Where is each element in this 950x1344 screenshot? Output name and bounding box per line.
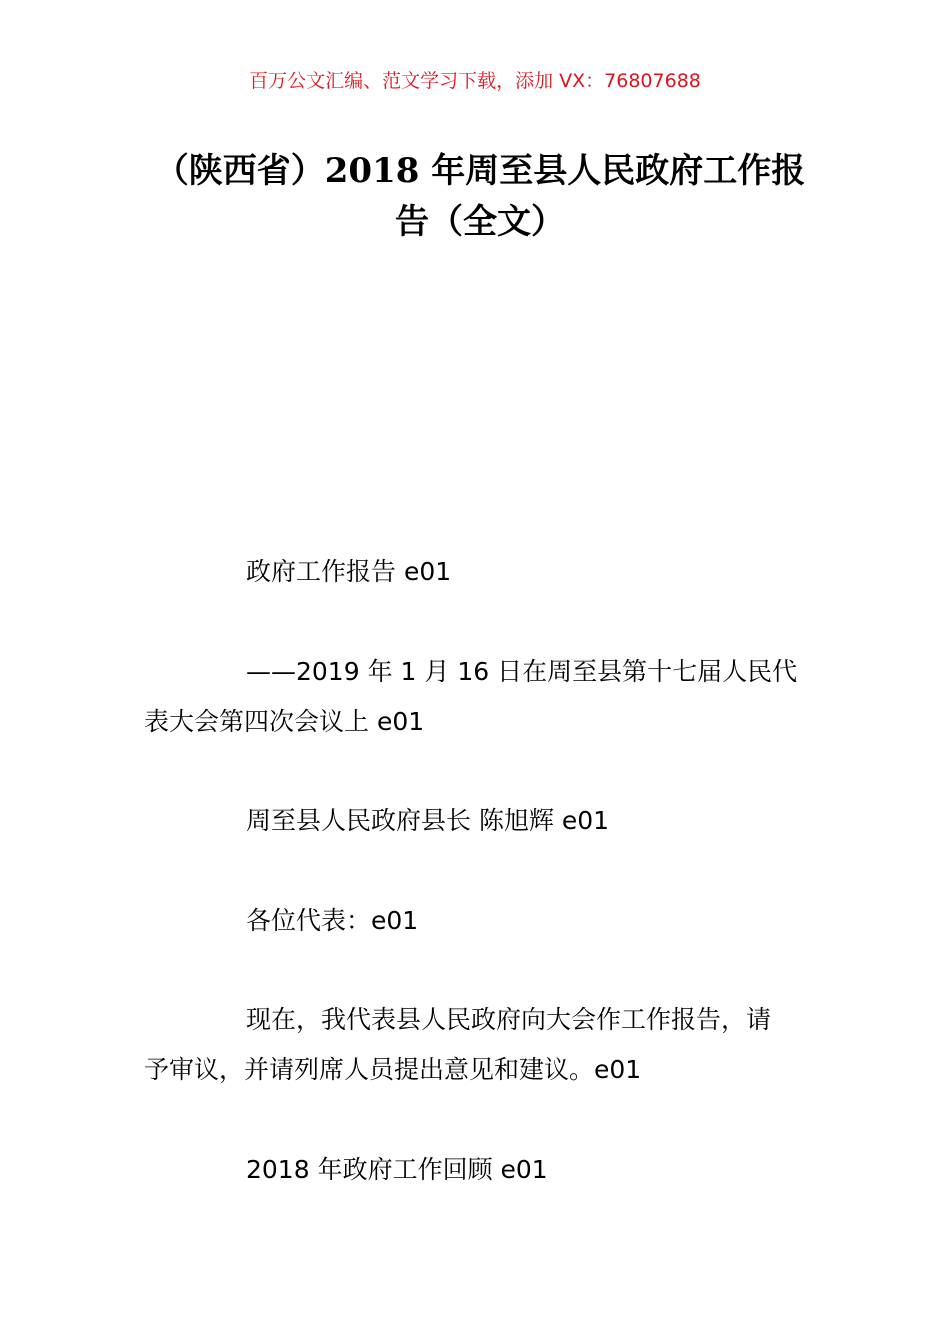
paragraph-line: 周至县人民政府县长 陈旭辉 e01 <box>246 806 610 835</box>
paragraph-line: ——2019 年 1 月 16 日在周至县第十七届人民代 <box>246 657 798 686</box>
paragraph-intro <box>144 995 814 1095</box>
paragraph-line: 各位代表：e01 <box>246 906 419 935</box>
paragraph-salutation <box>144 896 814 946</box>
paragraph-report-heading <box>144 547 814 597</box>
paragraph-section-heading <box>144 1145 814 1195</box>
paragraph-subtitle <box>144 647 814 747</box>
title-line-2: 告（全文） <box>395 202 565 242</box>
watermark-banner: 百万公文汇编、范文学习下载，添加 VX：76807688 <box>249 70 701 92</box>
paragraph-line: 政府工作报告 e01 <box>246 557 452 586</box>
paragraph-line: 2018 年政府工作回顾 e01 <box>246 1155 548 1184</box>
document-title <box>150 146 810 248</box>
paragraph-line: 予审议，并请列席人员提出意见和建议。e01 <box>144 1055 642 1084</box>
title-line-1: （陕西省）2018 年周至县人民政府工作报 <box>154 151 806 191</box>
paragraph-line: 现在，我代表县人民政府向大会作工作报告，请 <box>246 1005 772 1034</box>
paragraph-author <box>144 796 814 846</box>
paragraph-line: 表大会第四次会议上 e01 <box>144 707 425 736</box>
